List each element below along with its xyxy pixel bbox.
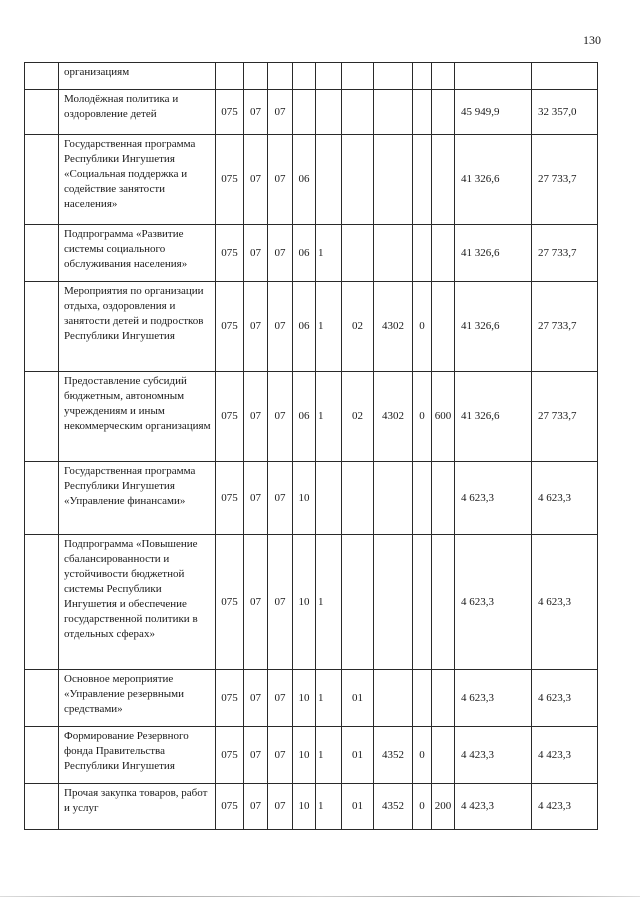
sub-code-cell <box>413 63 432 90</box>
program-cell: 06 <box>293 372 316 462</box>
amount-2019-cell: 4 423,3 <box>455 784 532 830</box>
table-row <box>25 90 598 135</box>
program-cell: 06 <box>293 282 316 372</box>
subsection-cell: 07 <box>268 727 293 784</box>
row-name-cell: Прочая закупка товаров, работ и услуг <box>59 784 216 830</box>
budget-table <box>24 62 598 830</box>
sub-code-cell: 0 <box>413 372 432 462</box>
row-index-cell <box>25 90 59 135</box>
subprogram-cell <box>316 135 342 225</box>
row-index-cell <box>25 135 59 225</box>
direction-cell <box>374 225 413 282</box>
amount-2020-cell: 27 733,7 <box>532 225 598 282</box>
event-cell: 02 <box>342 372 374 462</box>
section-cell: 07 <box>244 462 268 535</box>
row-name-cell: Предоставление субсидий бюджетным, автономным учреждениям и иным некоммерческим организациям <box>59 372 216 462</box>
expense-type-cell: 200 <box>432 784 455 830</box>
sub-code-cell <box>413 535 432 670</box>
subsection-cell: 07 <box>268 135 293 225</box>
subprogram-cell: 1 <box>316 535 342 670</box>
program-cell <box>293 63 316 90</box>
program-cell: 06 <box>293 225 316 282</box>
amount-2019-cell: 45 949,9 <box>455 90 532 135</box>
code-gr-cell <box>216 63 244 90</box>
program-cell: 06 <box>293 135 316 225</box>
row-name-cell: Мероприятия по организации отдыха, оздоровления и занятости детей и подростков Республики Ингушетия <box>59 282 216 372</box>
amount-2019-cell: 41 326,6 <box>455 135 532 225</box>
amount-2020-cell: 27 733,7 <box>532 372 598 462</box>
sub-code-cell <box>413 90 432 135</box>
direction-cell <box>374 535 413 670</box>
section-cell: 07 <box>244 225 268 282</box>
amount-2019-cell: 41 326,6 <box>455 225 532 282</box>
row-index-cell <box>25 535 59 670</box>
table-row <box>25 535 598 670</box>
amount-2020-cell: 27 733,7 <box>532 135 598 225</box>
amount-2020-cell: 4 623,3 <box>532 670 598 727</box>
row-name-cell: Основное мероприятие «Управление резервными средствами» <box>59 670 216 727</box>
subsection-cell: 07 <box>268 535 293 670</box>
event-cell: 02 <box>342 282 374 372</box>
table-row <box>25 63 598 90</box>
event-cell <box>342 90 374 135</box>
subsection-cell: 07 <box>268 784 293 830</box>
subprogram-cell <box>316 462 342 535</box>
expense-type-cell: 600 <box>432 372 455 462</box>
event-cell: 01 <box>342 784 374 830</box>
sub-code-cell <box>413 670 432 727</box>
event-cell <box>342 535 374 670</box>
program-cell <box>293 90 316 135</box>
amount-2019-cell: 41 326,6 <box>455 372 532 462</box>
amount-2019-cell: 4 423,3 <box>455 727 532 784</box>
subprogram-cell <box>316 90 342 135</box>
expense-type-cell <box>432 670 455 727</box>
page-number: 130 <box>583 33 601 47</box>
direction-cell: 4302 <box>374 372 413 462</box>
row-index-cell <box>25 784 59 830</box>
code-gr-cell: 075 <box>216 670 244 727</box>
section-cell: 07 <box>244 727 268 784</box>
amount-2020-cell <box>532 63 598 90</box>
code-gr-cell: 075 <box>216 784 244 830</box>
subprogram-cell: 1 <box>316 225 342 282</box>
section-cell: 07 <box>244 90 268 135</box>
subsection-cell: 07 <box>268 372 293 462</box>
section-cell: 07 <box>244 670 268 727</box>
subprogram-cell: 1 <box>316 670 342 727</box>
subsection-cell: 07 <box>268 90 293 135</box>
expense-type-cell <box>432 727 455 784</box>
subprogram-cell: 1 <box>316 727 342 784</box>
amount-2019-cell: 4 623,3 <box>455 535 532 670</box>
amount-2019-cell <box>455 63 532 90</box>
expense-type-cell <box>432 90 455 135</box>
event-cell: 01 <box>342 727 374 784</box>
code-gr-cell: 075 <box>216 90 244 135</box>
subsection-cell: 07 <box>268 670 293 727</box>
subsection-cell: 07 <box>268 225 293 282</box>
table-row <box>25 135 598 225</box>
sub-code-cell <box>413 225 432 282</box>
direction-cell <box>374 670 413 727</box>
table-row <box>25 670 598 727</box>
event-cell <box>342 63 374 90</box>
table-row <box>25 225 598 282</box>
amount-2020-cell: 4 623,3 <box>532 535 598 670</box>
section-cell: 07 <box>244 282 268 372</box>
sub-code-cell: 0 <box>413 784 432 830</box>
subsection-cell <box>268 63 293 90</box>
direction-cell <box>374 63 413 90</box>
row-name-cell: Государственная программа Республики Ингушетия «Социальная поддержка и содействие занятости населения» <box>59 135 216 225</box>
table-row <box>25 784 598 830</box>
code-gr-cell: 075 <box>216 282 244 372</box>
row-index-cell <box>25 63 59 90</box>
event-cell: 01 <box>342 670 374 727</box>
program-cell: 10 <box>293 727 316 784</box>
sub-code-cell: 0 <box>413 727 432 784</box>
row-index-cell <box>25 462 59 535</box>
code-gr-cell: 075 <box>216 535 244 670</box>
section-cell: 07 <box>244 535 268 670</box>
section-cell <box>244 63 268 90</box>
code-gr-cell: 075 <box>216 462 244 535</box>
direction-cell <box>374 90 413 135</box>
section-cell: 07 <box>244 372 268 462</box>
direction-cell <box>374 462 413 535</box>
row-index-cell <box>25 727 59 784</box>
code-gr-cell: 075 <box>216 727 244 784</box>
event-cell <box>342 225 374 282</box>
amount-2020-cell: 4 423,3 <box>532 727 598 784</box>
expense-type-cell <box>432 282 455 372</box>
subprogram-cell <box>316 63 342 90</box>
amount-2019-cell: 4 623,3 <box>455 462 532 535</box>
row-name-cell: Государственная программа Республики Ингушетия «Управление финансами» <box>59 462 216 535</box>
row-index-cell <box>25 670 59 727</box>
amount-2020-cell: 32 357,0 <box>532 90 598 135</box>
code-gr-cell: 075 <box>216 225 244 282</box>
program-cell: 10 <box>293 670 316 727</box>
expense-type-cell <box>432 63 455 90</box>
event-cell <box>342 462 374 535</box>
table-row <box>25 372 598 462</box>
program-cell: 10 <box>293 784 316 830</box>
subprogram-cell: 1 <box>316 784 342 830</box>
table-row <box>25 727 598 784</box>
amount-2020-cell: 4 623,3 <box>532 462 598 535</box>
expense-type-cell <box>432 135 455 225</box>
direction-cell: 4352 <box>374 727 413 784</box>
expense-type-cell <box>432 462 455 535</box>
scan-edge-line <box>0 896 640 897</box>
section-cell: 07 <box>244 135 268 225</box>
expense-type-cell <box>432 225 455 282</box>
program-cell: 10 <box>293 535 316 670</box>
amount-2020-cell: 4 423,3 <box>532 784 598 830</box>
table-row <box>25 282 598 372</box>
row-name-cell: Формирование Резервного фонда Правительства Республики Ингушетия <box>59 727 216 784</box>
code-gr-cell: 075 <box>216 372 244 462</box>
direction-cell: 4302 <box>374 282 413 372</box>
subsection-cell: 07 <box>268 462 293 535</box>
section-cell: 07 <box>244 784 268 830</box>
row-name-cell: Подпрограмма «Повышение сбалансированности и устойчивости бюджетной системы Республики Ингушетия и обеспечение государственной политики в отдельных сферах» <box>59 535 216 670</box>
subprogram-cell: 1 <box>316 372 342 462</box>
code-gr-cell: 075 <box>216 135 244 225</box>
row-index-cell <box>25 225 59 282</box>
row-name-cell: Молодёжная политика и оздоровление детей <box>59 90 216 135</box>
amount-2020-cell: 27 733,7 <box>532 282 598 372</box>
amount-2019-cell: 4 623,3 <box>455 670 532 727</box>
program-cell: 10 <box>293 462 316 535</box>
sub-code-cell <box>413 462 432 535</box>
subprogram-cell: 1 <box>316 282 342 372</box>
amount-2019-cell: 41 326,6 <box>455 282 532 372</box>
direction-cell <box>374 135 413 225</box>
event-cell <box>342 135 374 225</box>
row-name-cell: организациям <box>59 63 216 90</box>
row-name-cell: Подпрограмма «Развитие системы социального обслуживания населения» <box>59 225 216 282</box>
subsection-cell: 07 <box>268 282 293 372</box>
row-index-cell <box>25 282 59 372</box>
table-row <box>25 462 598 535</box>
sub-code-cell: 0 <box>413 282 432 372</box>
expense-type-cell <box>432 535 455 670</box>
direction-cell: 4352 <box>374 784 413 830</box>
row-index-cell <box>25 372 59 462</box>
sub-code-cell <box>413 135 432 225</box>
